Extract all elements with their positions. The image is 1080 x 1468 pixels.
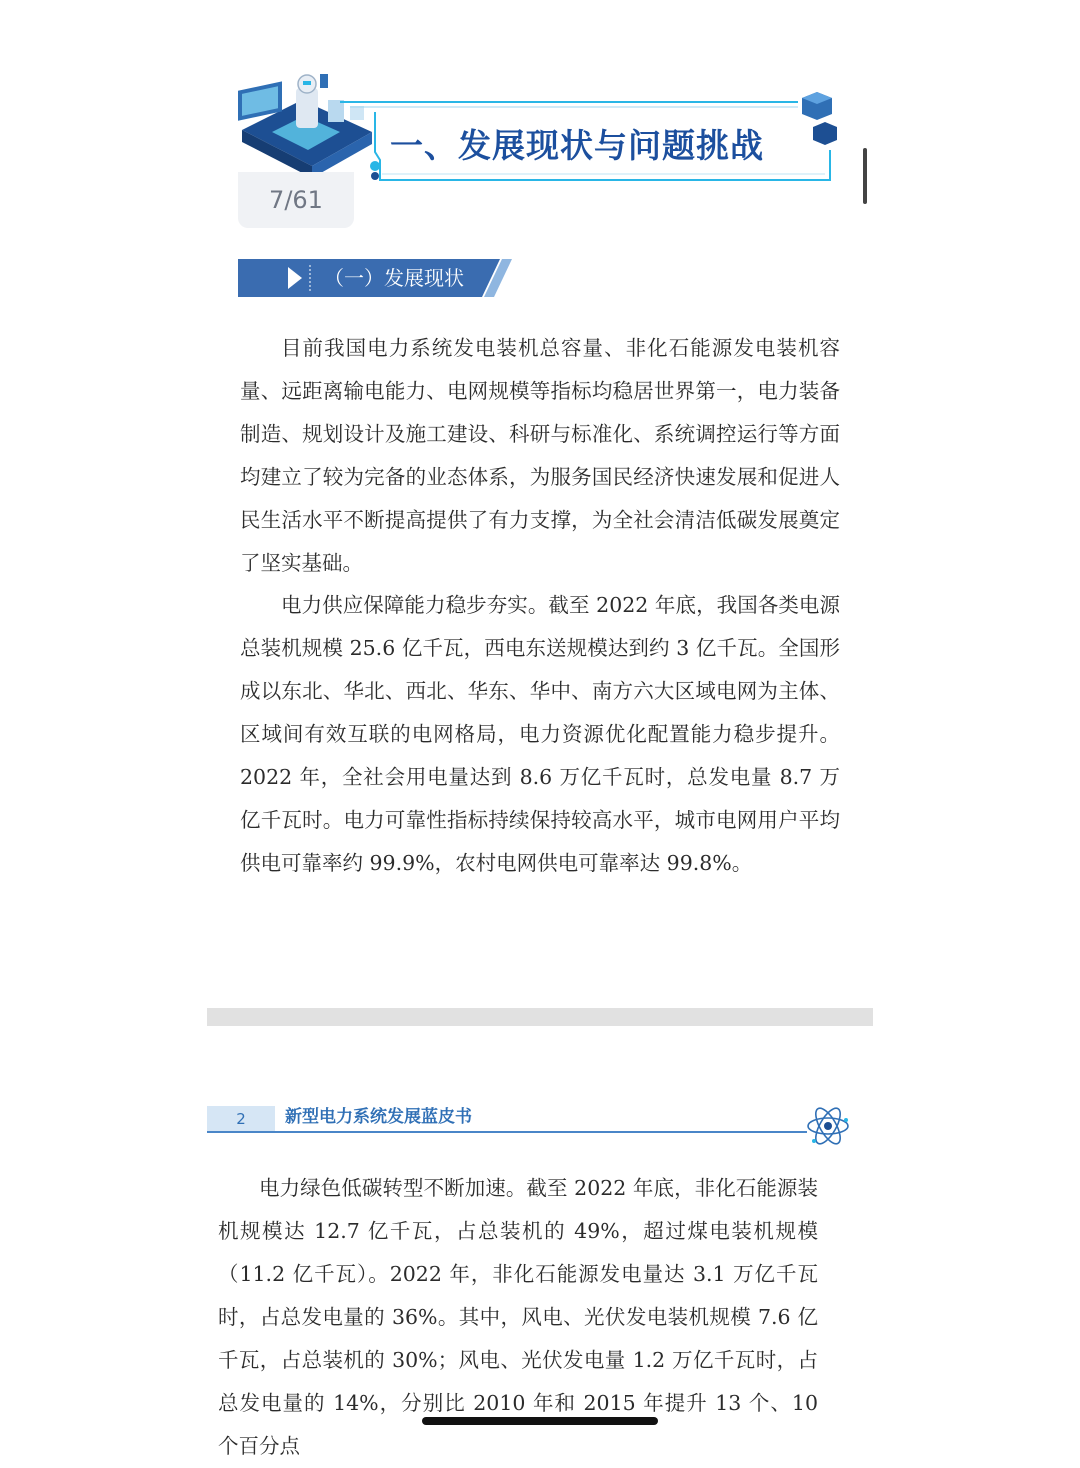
home-indicator[interactable] <box>422 1417 658 1425</box>
paragraph-supply: 电力供应保障能力稳步夯实。截至 2022 年底，我国各类电源总装机规模 25.6 亿千瓦，西电东送规模达到约 3 亿千瓦。全国形成以东北、华北、西北、华东、华中、南方六大区域电网为主体、区域间有效互联的电网格局，电力资源优化配置能力稳步提升。2022 年，全社会用电量达到 8.6 万亿千瓦时，总发电量 8.7 万亿千瓦时。电力可靠性指标持续保持较高水平，城市电网用户平均供电可靠率约 99.9%，农村电网供电可靠率达 99.8%。 <box>240 593 840 875</box>
page-separator <box>207 1008 873 1026</box>
page-number: 2 <box>207 1106 275 1132</box>
paragraph-overview: 目前我国电力系统发电装机总容量、非化石能源发电装机容量、远距离输电能力、电网规模等指标均稳居世界第一，电力装备制造、规划设计及施工建设、科研与标准化、系统调控运行等方面均建立了较为完备的业态体系，为服务国民经济快速发展和促进人民生活水平不断提高提供了有力支撑，为全社会清洁低碳发展奠定了坚实基础。 <box>240 336 840 575</box>
section-heading: （一）发展现状 <box>324 266 464 290</box>
book-title: 新型电力系统发展蓝皮书 <box>285 1107 472 1127</box>
header-rule <box>207 1131 807 1133</box>
paragraph-green-transition: 电力绿色低碳转型不断加速。截至 2022 年底，非化石能源装机规模达 12.7 亿千瓦，占总装机的 49%，超过煤电装机规模（11.2 亿千瓦）。2022 年，非化石能源发电量达 3.1 万亿千瓦时，占总发电量的 36%。其中，风电、光伏发电装机规模 7.6 亿千瓦，占总装机的 30%；风电、光伏发电量 1.2 万亿千瓦时，占总发电量的 14%，分别比 2010 年和 2015 年提升 13 个、10 个百分点 <box>218 1176 818 1458</box>
page-counter: 7/61 <box>238 172 354 228</box>
atom-icon <box>805 1103 851 1149</box>
cube-stack-icon <box>802 92 837 145</box>
chapter-title: 一、发展现状与问题挑战 <box>390 126 764 165</box>
scroll-indicator[interactable] <box>863 148 867 204</box>
